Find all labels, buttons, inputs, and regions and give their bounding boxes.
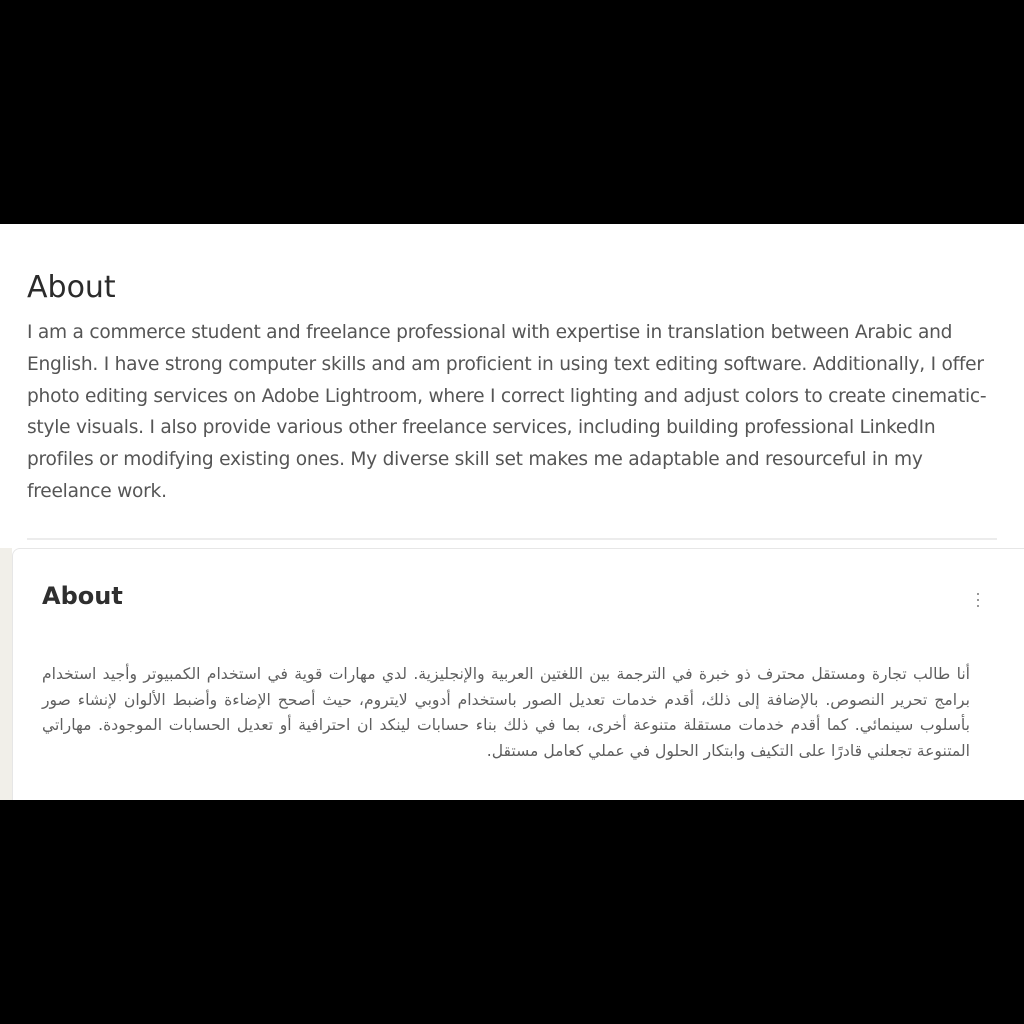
about-card-arabic bbox=[12, 548, 1024, 800]
about-card-text: أنا طالب تجارة ومستقل محترف ذو خبرة في الترجمة بين اللغتين العربية والإنجليزية. لدي مهارات قوية في استخدام الكمبيوتر وأجيد استخدام برامج تحرير النصوص. بالإضافة إلى ذلك، أقدم خدمات تعديل الصور باستخدام أدوبي لايتروم، حيث أصحح الإضاءة وأضبط الألوان لإنشاء صور بأسلوب سينمائي. كما أقدم خدمات مستقلة متنوعة أخرى، بما في ذلك بناء حسابات لينكد ان احترافية أو تعديل الحسابات الموجودة. مهاراتي المتنوعة تجعلني قادرًا على التكيف وابتكار الحلول في عملي كعامل مستقل. bbox=[42, 665, 970, 760]
about-card-title: About bbox=[42, 582, 123, 610]
about-title: About bbox=[27, 270, 116, 305]
dot bbox=[977, 605, 979, 607]
about-section-english bbox=[0, 224, 1024, 544]
about-text: I am a commerce student and freelance professional with expertise in translation between Arabic and English. I have strong computer skills and am proficient in using text editing software. Additionally, I offer photo editing services on Adobe Lightroom, where I correct lighting and adjust colors to create cinematic-style visuals. I also provide various other freelance services, including building professional LinkedIn profiles or modifying existing ones. My diverse skill set makes me adaptable and resourceful in my freelance work. bbox=[27, 322, 987, 502]
more-vertical-icon[interactable] bbox=[972, 593, 984, 607]
screenshot-frame bbox=[0, 224, 1024, 800]
dot bbox=[977, 599, 979, 601]
section-divider bbox=[27, 538, 997, 540]
dot bbox=[977, 593, 979, 595]
page-background-strip bbox=[0, 548, 12, 800]
